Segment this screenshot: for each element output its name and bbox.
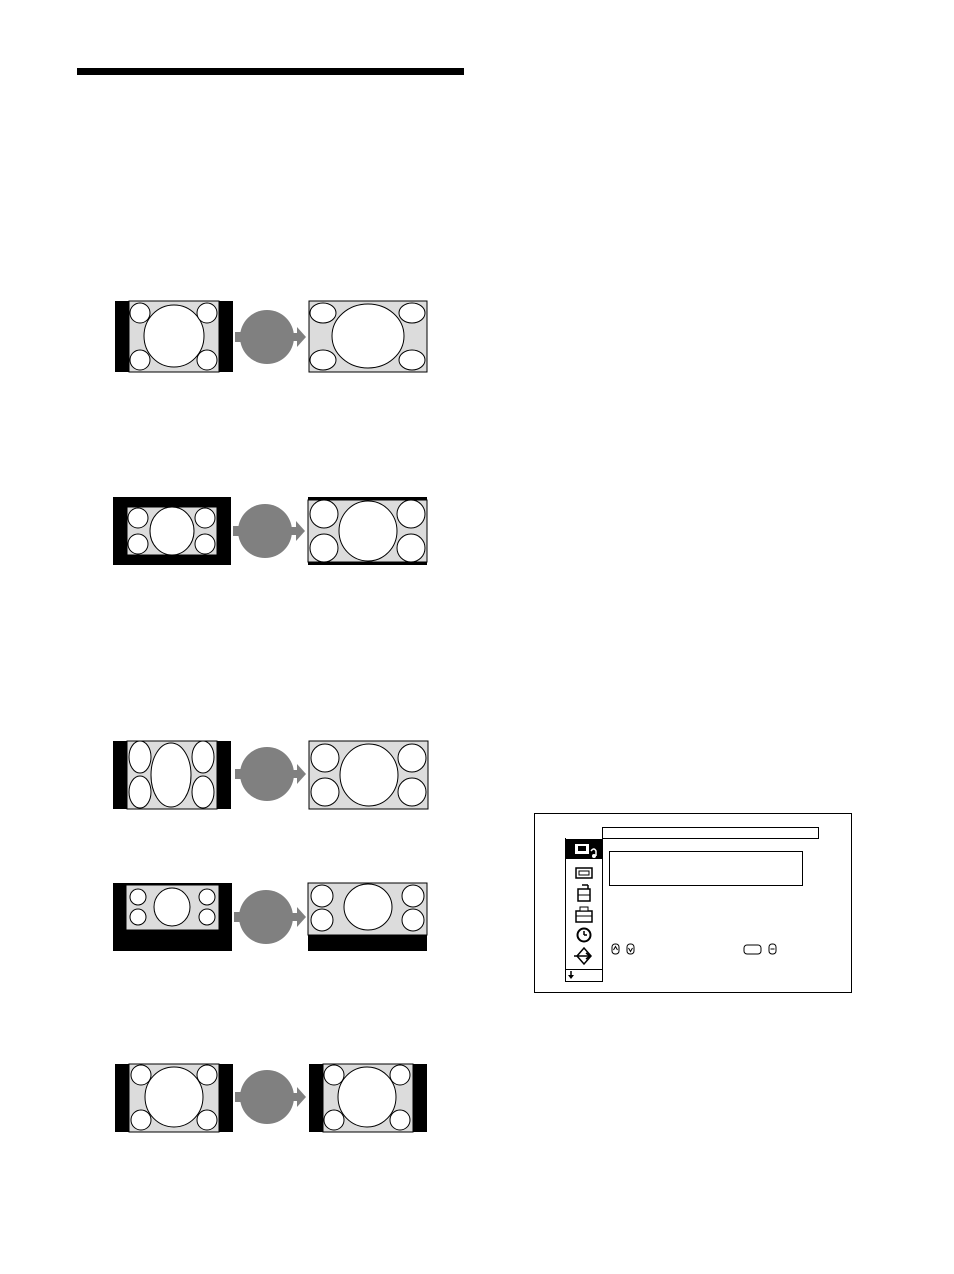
- result-screen: [308, 497, 427, 565]
- result-screen: [308, 883, 427, 951]
- ok-button-icon: [744, 945, 761, 954]
- source-screen: [115, 301, 233, 372]
- screen-icon[interactable]: [576, 868, 592, 878]
- conversion-diagram-1: [115, 301, 427, 372]
- result-screen: [309, 1064, 427, 1132]
- source-screen: [115, 1064, 233, 1132]
- conversion-arrow: [235, 747, 306, 801]
- conversion-diagram-5: [115, 1064, 427, 1132]
- conversion-diagram-3: [113, 741, 428, 809]
- conversion-diagram-2: [113, 497, 427, 565]
- down-button-icon: [627, 944, 634, 954]
- timer-icon[interactable]: [578, 929, 591, 942]
- conversion-arrow: [235, 1070, 306, 1124]
- menu-content-box: [610, 852, 803, 886]
- source-screen: [113, 741, 231, 809]
- result-screen: [309, 301, 427, 372]
- conversion-arrow: [234, 890, 306, 944]
- source-screen: [113, 497, 231, 565]
- conversion-arrow: [235, 310, 306, 364]
- menu-screen: [534, 813, 852, 993]
- result-screen: [309, 741, 428, 809]
- source-screen: [113, 883, 232, 951]
- enter-icon: [769, 944, 776, 954]
- menu-title-bar: [603, 828, 819, 839]
- conversion-diagram-4: [113, 883, 427, 951]
- up-button-icon: [612, 944, 619, 954]
- conversion-arrow: [233, 504, 305, 558]
